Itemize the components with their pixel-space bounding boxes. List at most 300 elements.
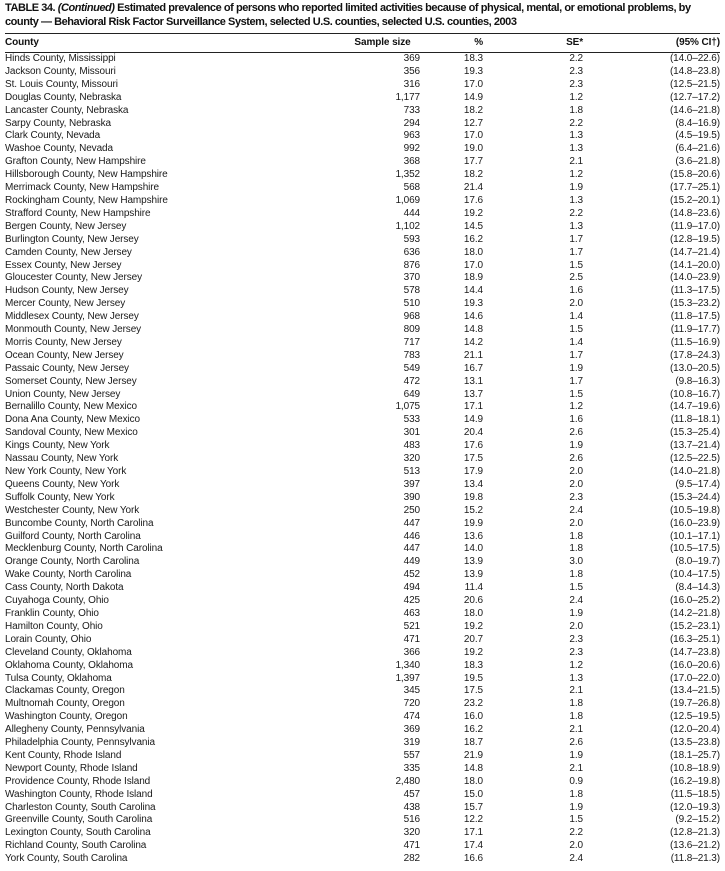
se-cell: 1.8 [569,711,583,723]
se-cell: 1.8 [569,569,583,581]
ci-cell: (13.5–23.8) [669,737,720,749]
se-cell: 2.3 [569,646,583,658]
county-cell: Bergen County, New Jersey [5,220,127,232]
percent-cell: 20.7 [463,633,483,645]
se-cell: 2.1 [569,685,583,697]
county-cell: Charleston County, South Carolina [5,801,156,813]
county-cell: Somerset County, New Jersey [5,375,137,387]
table-row [5,569,720,582]
county-cell: Mercer County, New Jersey [5,298,126,310]
sample-size-cell: 457 [403,788,420,800]
ci-cell: (12.8–21.3) [669,827,720,839]
county-cell: York County, South Carolina [5,853,128,865]
county-cell: Lancaster County, Nebraska [5,104,129,116]
county-cell: Greenville County, South Carolina [5,814,153,826]
se-cell: 2.6 [569,453,583,465]
percent-cell: 17.9 [463,466,483,477]
percent-cell: 14.8 [463,762,483,774]
table-row [5,260,720,273]
ci-cell: (17.0–22.0) [669,672,720,684]
ci-cell: (9.5–17.4) [675,478,720,490]
percent-cell: 17.1 [463,827,483,839]
sample-size-cell: 319 [403,737,420,749]
percent-cell: 17.0 [463,78,483,90]
ci-cell: (18.1–25.7) [669,749,720,761]
percent-cell: 13.9 [463,556,483,568]
table-row [5,543,720,556]
column-header-county: County [5,34,345,53]
county-cell: Burlington County, New Jersey [5,233,139,245]
ci-cell: (8.0–19.7) [675,556,720,568]
sample-size-cell: 557 [403,749,420,761]
percent-cell: 16.2 [463,233,483,245]
ci-cell: (16.0–20.6) [669,659,720,671]
sample-size-cell: 471 [403,840,420,852]
percent-cell: 21.4 [463,182,483,194]
ci-cell: (16.2–19.8) [669,775,720,787]
ci-cell: (12.5–19.5) [669,711,720,723]
county-cell: Passaic County, New Jersey [5,362,129,374]
percent-cell: 23.2 [463,698,483,710]
se-cell: 1.5 [569,259,583,271]
sample-size-cell: 733 [403,104,420,116]
percent-cell: 18.0 [463,775,483,787]
percent-cell: 14.2 [463,336,483,348]
ci-cell: (16.0–25.2) [669,595,720,607]
ci-cell: (10.5–19.8) [669,504,720,516]
percent-cell: 17.4 [463,840,483,852]
table-row [5,814,720,827]
ci-cell: (12.7–17.2) [669,91,720,103]
se-cell: 2.2 [569,117,583,129]
ci-cell: (15.3–23.2) [669,298,720,310]
sample-size-cell: 809 [403,324,420,336]
table-row [5,401,720,414]
county-cell: Tulsa County, Oklahoma [5,672,112,684]
table-row [5,492,720,505]
ci-cell: (11.3–17.5) [670,285,720,297]
sample-size-cell: 320 [403,827,420,839]
county-cell: Sarpy County, Nebraska [5,117,111,129]
sample-size-cell: 472 [403,375,420,387]
ci-cell: (12.8–19.5) [669,233,720,245]
ci-cell: (11.8–18.1) [670,414,720,426]
county-cell: Guilford County, North Carolina [5,530,141,542]
ci-cell: (13.6–21.2) [669,840,720,852]
table-row [5,156,720,169]
sample-size-cell: 720 [403,698,420,710]
county-cell: Lorain County, Ohio [5,633,92,645]
table-row [5,466,720,479]
county-cell: Ocean County, New Jersey [5,349,124,361]
se-cell: 1.6 [569,414,583,426]
county-cell: Union County, New Jersey [5,388,121,400]
table-row [5,337,720,350]
table-row [5,376,720,389]
sample-size-cell: 1,069 [395,194,420,206]
column-header-sample-size: Sample size [345,34,420,53]
table-body [5,53,720,867]
table-row [5,763,720,776]
ci-cell: (14.7–19.6) [669,401,720,413]
table-row [5,608,720,621]
sample-size-cell: 447 [403,543,420,555]
ci-cell: (12.5–22.5) [669,453,720,465]
sample-size-cell: 1,102 [395,220,420,232]
county-cell: Strafford County, New Hampshire [5,207,151,219]
table-row [5,311,720,324]
sample-size-cell: 320 [403,453,420,465]
table-row [5,698,720,711]
ci-cell: (14.2–21.8) [669,607,720,619]
ci-cell: (11.8–21.3) [670,853,720,865]
ci-cell: (16.3–25.1) [669,633,720,645]
county-cell: Philadelphia County, Pennsylvania [5,737,155,749]
table-row [5,182,720,195]
percent-cell: 14.6 [463,311,483,323]
sample-size-cell: 452 [403,569,420,581]
table-row [5,737,720,750]
se-cell: 1.2 [569,659,583,671]
ci-cell: (13.7–21.4) [669,440,720,452]
sample-size-cell: 447 [403,517,420,529]
table-row [5,414,720,427]
se-cell: 1.9 [569,607,583,619]
sample-size-cell: 636 [403,246,420,258]
ci-cell: (15.3–24.4) [669,491,720,503]
sample-size-cell: 1,397 [395,672,420,684]
ci-cell: (14.0–22.6) [669,53,720,64]
column-header-percent: % [420,34,483,53]
ci-cell: (10.4–17.5) [669,569,720,581]
county-cell: Providence County, Rhode Island [5,775,151,787]
ci-cell: (12.0–20.4) [669,724,720,736]
table-row [5,505,720,518]
percent-cell: 16.0 [463,711,483,723]
ci-cell: (15.2–23.1) [669,620,720,632]
county-cell: Dona Ana County, New Mexico [5,414,140,426]
sample-size-cell: 483 [403,440,420,452]
county-cell: Clark County, Nevada [5,130,101,142]
se-cell: 1.3 [569,194,583,206]
percent-cell: 15.2 [463,504,483,516]
sample-size-cell: 370 [403,272,420,284]
table-row [5,724,720,737]
county-cell: Nassau County, New York [5,453,119,465]
county-cell: Hillsborough County, New Hampshire [5,169,168,181]
se-cell: 2.3 [569,633,583,645]
percent-cell: 13.7 [463,388,483,400]
table-title-number: TABLE 34. [5,2,56,14]
table-header [5,34,720,53]
ci-cell: (10.1–17.1) [669,530,720,542]
sample-size-cell: 783 [403,349,420,361]
percent-cell: 18.0 [463,607,483,619]
table-row [5,673,720,686]
sample-size-cell: 250 [403,504,420,516]
sample-size-cell: 649 [403,388,420,400]
table-row [5,582,720,595]
percent-cell: 18.2 [463,169,483,181]
county-cell: Washington County, Oregon [5,711,128,723]
sample-size-cell: 463 [403,607,420,619]
se-cell: 2.4 [569,504,583,516]
percent-cell: 17.5 [463,685,483,697]
sample-size-cell: 549 [403,362,420,374]
county-cell: Franklin County, Ohio [5,607,99,619]
percent-cell: 17.0 [463,259,483,271]
sample-size-cell: 521 [403,620,420,632]
table-row [5,79,720,92]
table-row [5,324,720,337]
table-title-text: Estimated prevalence of persons who reported limited activities because of physical, mental, or emotional problems, by county — Behavioral Risk Factor Surveillance System, selected U.S. counties, selected U.S. counties, 2003 [5,2,691,28]
county-cell: St. Louis County, Missouri [5,78,118,90]
table-row [5,711,720,724]
table-row [5,234,720,247]
table-header-row [5,34,720,53]
se-cell: 2.3 [569,491,583,503]
sample-size-cell: 494 [403,582,420,594]
table-row [5,208,720,221]
table-row [5,169,720,182]
percent-cell: 13.4 [463,478,483,490]
se-cell: 1.5 [569,324,583,336]
sample-size-cell: 444 [403,207,420,219]
se-cell: 2.3 [569,65,583,77]
sample-size-cell: 368 [403,156,420,168]
county-cell: Queens County, New York [5,478,120,490]
county-cell: Orange County, North Carolina [5,556,140,568]
sample-size-cell: 474 [403,711,420,723]
table-row [5,92,720,105]
table-row [5,389,720,402]
percent-cell: 19.8 [463,491,483,503]
table-row [5,802,720,815]
ci-cell: (14.0–21.8) [669,466,720,477]
county-cell: Lexington County, South Carolina [5,827,151,839]
sample-size-cell: 533 [403,414,420,426]
se-cell: 2.6 [569,427,583,439]
sample-size-cell: 568 [403,182,420,194]
table-row [5,660,720,673]
percent-cell: 19.2 [463,207,483,219]
percent-cell: 19.2 [463,620,483,632]
percent-cell: 16.6 [463,853,483,865]
county-cell: Washington County, Rhode Island [5,788,153,800]
county-cell: Gloucester County, New Jersey [5,272,142,284]
county-cell: Hamilton County, Ohio [5,620,103,632]
percent-cell: 13.1 [463,375,483,387]
table-row [5,130,720,143]
se-cell: 1.5 [569,814,583,826]
percent-cell: 14.5 [463,220,483,232]
sample-size-cell: 366 [403,646,420,658]
se-cell: 2.0 [569,517,583,529]
se-cell: 1.7 [569,349,583,361]
se-cell: 1.3 [569,143,583,155]
percent-cell: 12.7 [463,117,483,129]
ci-cell: (10.8–18.9) [669,762,720,774]
county-cell: Cuyahoga County, Ohio [5,595,109,607]
ci-cell: (11.5–18.5) [670,788,720,800]
sample-size-cell: 369 [403,724,420,736]
table-row [5,776,720,789]
se-cell: 1.6 [569,285,583,297]
se-cell: 2.6 [569,737,583,749]
county-cell: Richland County, South Carolina [5,840,147,852]
sample-size-cell: 316 [403,78,420,90]
county-cell: Middlesex County, New Jersey [5,311,139,323]
se-cell: 2.0 [569,840,583,852]
se-cell: 1.3 [569,130,583,142]
prevalence-table [5,33,720,866]
table-row [5,789,720,802]
ci-cell: (19.7–26.8) [669,698,720,710]
table-row [5,453,720,466]
se-cell: 2.0 [569,478,583,490]
ci-cell: (14.7–23.8) [669,646,720,658]
ci-cell: (6.4–21.6) [675,143,720,155]
county-cell: Allegheny County, Pennsylvania [5,724,145,736]
ci-cell: (12.0–19.3) [669,801,720,813]
table-row [5,518,720,531]
percent-cell: 14.0 [463,543,483,555]
ci-cell: (17.7–25.1) [669,182,720,194]
percent-cell: 16.7 [463,362,483,374]
se-cell: 2.4 [569,853,583,865]
percent-cell: 11.4 [464,582,483,594]
se-cell: 1.9 [569,182,583,194]
se-cell: 2.2 [569,207,583,219]
se-cell: 2.5 [569,272,583,284]
sample-size-cell: 1,352 [395,169,420,181]
table-row [5,440,720,453]
se-cell: 2.1 [569,724,583,736]
county-cell: Grafton County, New Hampshire [5,156,146,168]
se-cell: 1.3 [569,672,583,684]
se-cell: 1.8 [569,530,583,542]
table-row [5,221,720,234]
county-cell: Hudson County, New Jersey [5,285,129,297]
table-row [5,750,720,763]
table-row [5,427,720,440]
ci-cell: (14.0–23.9) [669,272,720,284]
percent-cell: 13.9 [463,569,483,581]
table-row [5,595,720,608]
county-cell: Camden County, New Jersey [5,246,132,258]
sample-size-cell: 369 [403,53,420,64]
county-cell: New York County, New York [5,466,127,477]
ci-cell: (15.2–20.1) [669,194,720,206]
se-cell: 2.1 [569,762,583,774]
percent-cell: 18.0 [463,246,483,258]
sample-size-cell: 471 [403,633,420,645]
table-row [5,53,720,66]
percent-cell: 17.6 [463,440,483,452]
table-row [5,556,720,569]
sample-size-cell: 282 [403,853,420,865]
sample-size-cell: 516 [403,814,420,826]
county-cell: Sandoval County, New Mexico [5,427,138,439]
ci-cell: (11.5–16.9) [670,336,720,348]
se-cell: 2.2 [569,53,583,64]
percent-cell: 20.4 [463,427,483,439]
county-cell: Jackson County, Missouri [5,65,116,77]
percent-cell: 17.6 [463,194,483,206]
county-cell: Rockingham County, New Hampshire [5,194,168,206]
sample-size-cell: 425 [403,595,420,607]
table-row [5,531,720,544]
sample-size-cell: 1,340 [395,659,420,671]
se-cell: 1.8 [569,104,583,116]
county-cell: Newport County, Rhode Island [5,762,138,774]
se-cell: 1.8 [569,698,583,710]
table-row [5,647,720,660]
percent-cell: 14.4 [463,285,483,297]
se-cell: 1.9 [569,749,583,761]
percent-cell: 18.3 [463,53,483,64]
ci-cell: (15.8–20.6) [669,169,720,181]
ci-cell: (10.8–16.7) [669,388,720,400]
se-cell: 1.7 [569,233,583,245]
sample-size-cell: 294 [403,117,420,129]
percent-cell: 19.3 [463,298,483,310]
sample-size-cell: 992 [403,143,420,155]
sample-size-cell: 1,177 [395,91,420,103]
se-cell: 1.4 [569,311,583,323]
se-cell: 2.0 [569,466,583,477]
percent-cell: 15.0 [463,788,483,800]
column-header-se: SE* [483,34,583,53]
county-cell: Merrimack County, New Hampshire [5,182,159,194]
table-row [5,66,720,79]
table-row [5,350,720,363]
county-cell: Cleveland County, Oklahoma [5,646,132,658]
ci-cell: (14.6–21.8) [669,104,720,116]
table-row [5,634,720,647]
percent-cell: 20.6 [463,595,483,607]
percent-cell: 17.0 [463,130,483,142]
table-row [5,285,720,298]
sample-size-cell: 578 [403,285,420,297]
sample-size-cell: 968 [403,311,420,323]
sample-size-cell: 1,075 [395,401,420,413]
percent-cell: 18.3 [463,659,483,671]
county-cell: Multnomah County, Oregon [5,698,125,710]
se-cell: 1.5 [569,582,583,594]
se-cell: 1.5 [569,388,583,400]
table-title [5,2,720,30]
ci-cell: (17.8–24.3) [669,349,720,361]
county-cell: Buncombe County, North Carolina [5,517,154,529]
se-cell: 1.2 [569,91,583,103]
se-cell: 1.8 [569,543,583,555]
percent-cell: 18.7 [463,737,483,749]
se-cell: 2.2 [569,827,583,839]
se-cell: 2.4 [569,595,583,607]
percent-cell: 15.7 [463,801,483,813]
ci-cell: (8.4–14.3) [675,582,720,594]
sample-size-cell: 510 [403,298,420,310]
ci-cell: (11.9–17.7) [670,324,720,336]
sample-size-cell: 593 [403,233,420,245]
sample-size-cell: 356 [403,65,420,77]
ci-cell: (11.8–17.5) [670,311,720,323]
county-cell: Hinds County, Mississippi [5,53,116,64]
table-row [5,840,720,853]
percent-cell: 19.3 [463,65,483,77]
table-row [5,272,720,285]
